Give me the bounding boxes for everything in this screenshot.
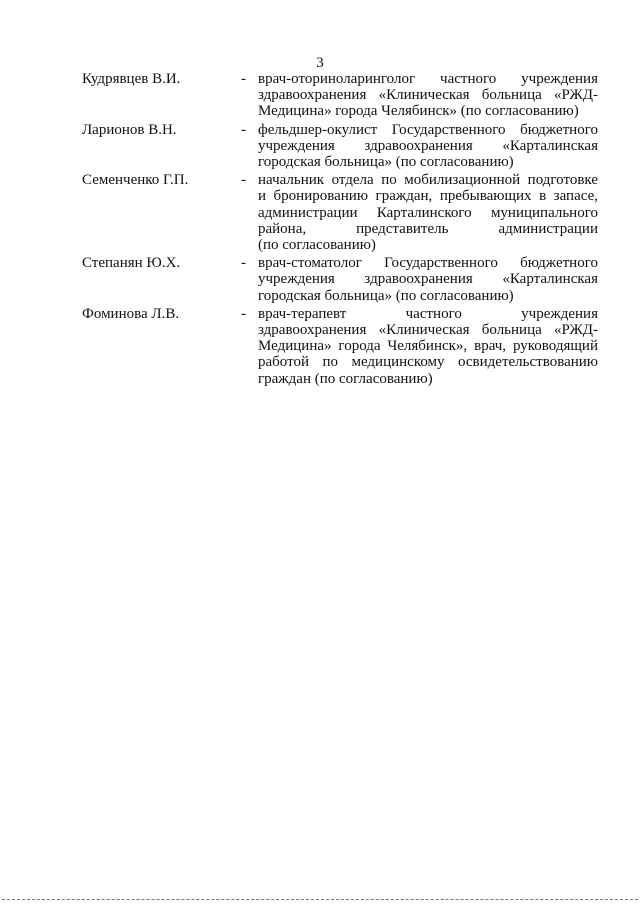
member-position-line: администрации Карталинского муниципального — [258, 204, 598, 221]
member-name: Фоминова Л.В. — [82, 305, 180, 322]
member-position-line: и бронированию граждан, пребывающих в запасе, — [258, 188, 598, 205]
member-position-line: работой по медицинскому освидетельствованию — [258, 354, 598, 371]
member-dash: - — [241, 121, 246, 138]
scan-edge-line — [2, 899, 638, 900]
member-entry — [82, 122, 598, 171]
member-position-line: (по согласованию) — [258, 237, 376, 254]
member-name: Ларионов В.Н. — [82, 121, 177, 138]
member-position — [258, 122, 598, 171]
member-position-line: граждан (по согласованию) — [258, 370, 433, 387]
member-position-line: Медицина» города Челябинск» (по согласованию) — [258, 103, 579, 120]
member-entry — [82, 255, 598, 304]
member-dash: - — [241, 71, 246, 87]
page-number: 3 — [316, 55, 324, 71]
member-entry — [82, 71, 598, 120]
member-position-line: врач-стоматолог Государственного бюджетного — [258, 255, 598, 272]
member-position — [258, 306, 598, 387]
member-position-line: городская больница» (по согласованию) — [258, 287, 514, 304]
member-dash: - — [241, 255, 246, 272]
member-name: Степанян Ю.Х. — [82, 255, 181, 272]
member-position-line: начальник отдела по мобилизационной подготовке — [258, 172, 598, 189]
commission-member-list — [82, 71, 598, 389]
member-position-line: врач-оториноларинголог частного учреждения — [258, 71, 598, 87]
member-entry — [82, 306, 598, 387]
member-position-line: здравоохранения «Клиническая больница «РЖД- — [258, 87, 598, 104]
member-position-line: района, представитель администрации — [258, 220, 598, 237]
member-position-line: Медицина» города Челябинск», врач, руководящий — [258, 338, 598, 355]
member-position — [258, 71, 598, 120]
member-position-line: городская больница» (по согласованию) — [258, 154, 514, 171]
member-name: Семенченко Г.П. — [82, 172, 189, 189]
member-entry — [82, 172, 598, 253]
member-position-line: здравоохранения «Клиническая больница «РЖД- — [258, 322, 598, 339]
member-position-line: врач-терапевт частного учреждения — [258, 305, 598, 322]
member-position — [258, 172, 598, 253]
member-position-line: фельдшер-окулист Государственного бюджетного — [258, 121, 598, 138]
member-position — [258, 255, 598, 304]
member-name: Кудрявцев В.И. — [82, 71, 181, 87]
member-dash: - — [241, 305, 246, 322]
member-dash: - — [241, 172, 246, 189]
member-position-line: учреждения здравоохранения «Карталинская — [258, 137, 598, 154]
member-position-line: учреждения здравоохранения «Карталинская — [258, 271, 598, 288]
